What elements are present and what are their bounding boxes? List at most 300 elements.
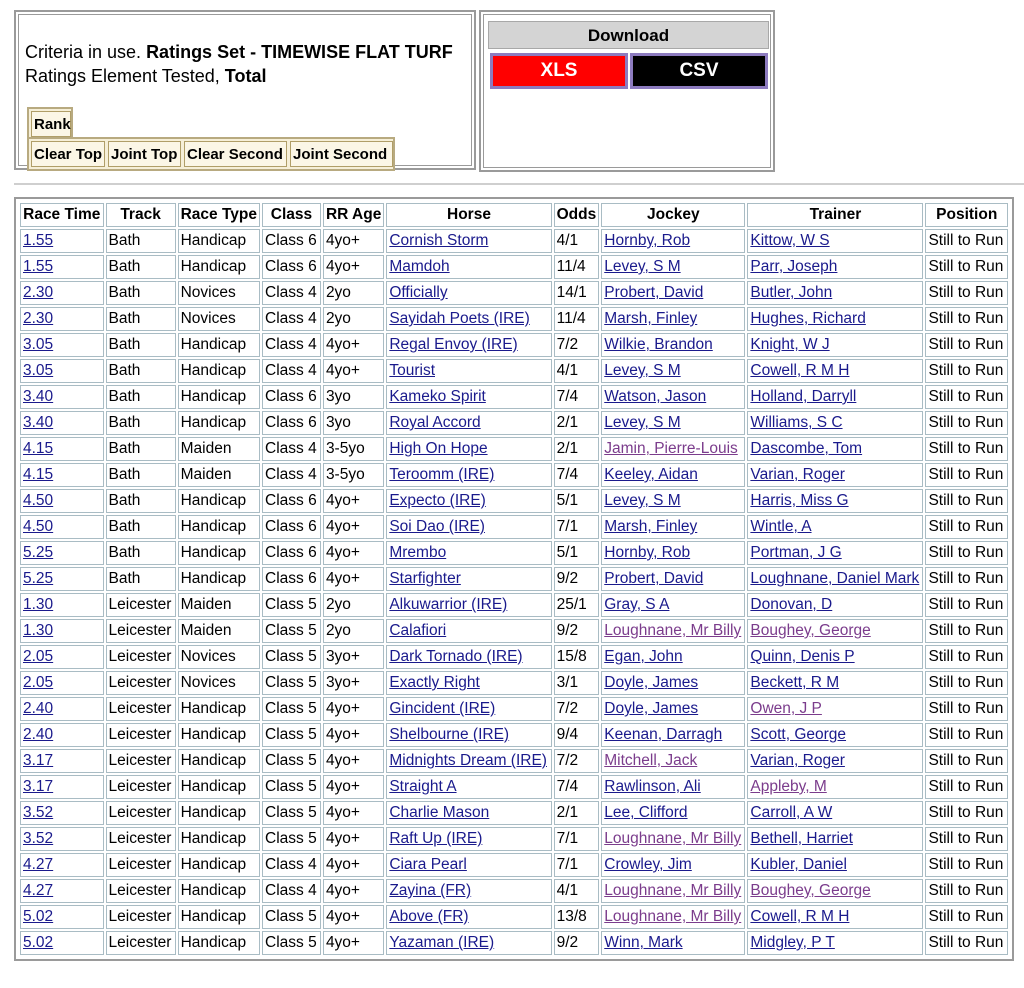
jockey-link[interactable]: Marsh, Finley [604,310,698,327]
jockey-link[interactable]: Rawlinson, Ali [604,778,701,795]
trainer-link[interactable]: Butler, John [750,284,833,301]
class-cell: Class 5 [262,697,321,721]
position-cell: Still to Run [925,749,1008,773]
race-time-link[interactable]: 4.50 [23,518,54,535]
rr-age-cell: 2yo [323,593,384,617]
trainer-cell [747,619,923,643]
trainer-link[interactable]: Dascombe, Tom [750,440,863,457]
jockey-cell [601,307,745,331]
position-cell: Still to Run [925,411,1008,435]
trainer-cell [747,723,923,747]
race-time-cell [20,281,104,305]
horse-link[interactable]: Exactly Right [389,674,480,691]
horse-cell [386,801,551,825]
race-time-cell [20,229,104,253]
trainer-cell [747,931,923,955]
jockey-link[interactable]: Watson, Jason [604,388,707,405]
position-cell: Still to Run [925,905,1008,929]
table-row [20,645,1008,669]
race-time-link[interactable]: 5.25 [23,570,54,587]
horse-link[interactable]: Gincident (IRE) [389,700,496,717]
jockey-link[interactable]: Crowley, Jim [604,856,692,873]
trainer-cell [747,697,923,721]
horse-link[interactable]: High On Hope [389,440,488,457]
race-time-link[interactable]: 1.55 [23,258,54,275]
race-time-link[interactable]: 4.27 [23,882,54,899]
race-time-link[interactable]: 2.40 [23,726,54,743]
jockey-link[interactable]: Jamin, Pierre-Louis [604,440,738,457]
horse-link[interactable]: Calafiori [389,622,447,639]
clear-top-button[interactable]: Clear Top [31,141,105,167]
race-time-link[interactable]: 2.30 [23,310,54,327]
trainer-link[interactable]: Loughnane, Daniel Mark [750,570,920,587]
rr-age-cell: 4yo+ [323,775,384,799]
horse-link[interactable]: Teroomm (IRE) [389,466,495,483]
horse-cell [386,749,551,773]
jockey-cell [601,411,745,435]
race-time-cell [20,723,104,747]
race-time-link[interactable]: 1.30 [23,596,54,613]
race-type-cell: Handicap [178,879,260,903]
race-time-link[interactable]: 3.40 [23,414,54,431]
odds-cell: 13/8 [554,905,600,929]
position-cell: Still to Run [925,671,1008,695]
ratings-set-value: Ratings Set - TIMEWISE FLAT TURF [146,42,453,62]
jockey-link[interactable]: Hornby, Rob [604,544,691,561]
horse-cell [386,775,551,799]
race-time-link[interactable]: 3.17 [23,752,54,769]
table-row [20,307,1008,331]
horse-link[interactable]: Midnights Dream (IRE) [389,752,547,769]
rr-age-cell: 4yo+ [323,905,384,929]
jockey-link[interactable]: Probert, David [604,284,704,301]
trainer-link[interactable]: Varian, Roger [750,466,845,483]
track-cell: Leicester [106,801,176,825]
jockey-cell [601,645,745,669]
odds-cell: 11/4 [554,255,600,279]
class-cell: Class 4 [262,879,321,903]
section-divider [14,183,1024,185]
rr-age-cell: 3yo+ [323,671,384,695]
track-cell: Bath [106,333,176,357]
trainer-link[interactable]: Kubler, Daniel [750,856,847,873]
race-type-cell: Handicap [178,255,260,279]
element-prefix: Ratings Element Tested, [25,66,220,86]
race-time-cell [20,853,104,877]
rr-age-cell: 4yo+ [323,333,384,357]
horse-cell [386,541,551,565]
class-cell: Class 5 [262,827,321,851]
race-time-link[interactable]: 4.15 [23,466,54,483]
class-cell: Class 5 [262,645,321,669]
jockey-cell [601,775,745,799]
race-time-link[interactable]: 2.05 [23,648,54,665]
odds-cell: 5/1 [554,489,600,513]
trainer-cell [747,749,923,773]
trainer-cell [747,801,923,825]
rr-age-cell: 3yo [323,385,384,409]
rr-age-cell: 3-5yo [323,437,384,461]
horse-link[interactable]: Alkuwarrior (IRE) [389,596,508,613]
horse-link[interactable]: Raft Up (IRE) [389,830,483,847]
rr-age-cell: 3yo [323,411,384,435]
horse-link[interactable]: Soi Dao (IRE) [389,518,485,535]
position-cell: Still to Run [925,567,1008,591]
csv-download-button[interactable]: CSV [630,53,768,89]
race-time-cell [20,775,104,799]
horse-link[interactable]: Above (FR) [389,908,469,925]
race-time-cell [20,489,104,513]
race-time-cell [20,567,104,591]
position-cell: Still to Run [925,775,1008,799]
race-time-link[interactable]: 5.25 [23,544,54,561]
class-cell: Class 5 [262,671,321,695]
horse-cell [386,359,551,383]
jockey-link[interactable]: Levey, S M [604,258,681,275]
rr-age-cell: 4yo+ [323,255,384,279]
jockey-cell [601,255,745,279]
class-cell: Class 5 [262,905,321,929]
trainer-cell [747,489,923,513]
position-cell: Still to Run [925,931,1008,955]
header-odds: Odds [554,203,600,227]
jockey-cell [601,827,745,851]
trainer-cell [747,463,923,487]
trainer-link[interactable]: Boughey, George [750,622,871,639]
table-row [20,281,1008,305]
odds-cell: 7/4 [554,775,600,799]
trainer-link[interactable]: Midgley, P T [750,934,835,951]
horse-cell [386,229,551,253]
odds-cell: 7/1 [554,827,600,851]
race-time-cell [20,879,104,903]
race-time-cell [20,827,104,851]
track-cell: Bath [106,515,176,539]
race-time-cell [20,619,104,643]
class-cell: Class 5 [262,723,321,747]
race-type-cell: Maiden [178,463,260,487]
race-time-link[interactable]: 4.50 [23,492,54,509]
race-time-cell [20,359,104,383]
criteria-panel [14,10,476,170]
race-time-cell [20,593,104,617]
trainer-link[interactable]: Kittow, W S [750,232,830,249]
table-row [20,879,1008,903]
table-row [20,619,1008,643]
table-row [20,515,1008,539]
trainer-link[interactable]: Cowell, R M H [750,908,850,925]
race-time-link[interactable]: 5.02 [23,934,54,951]
jockey-cell [601,489,745,513]
jockey-link[interactable]: Loughnane, Mr Billy [604,882,742,899]
class-cell: Class 6 [262,255,321,279]
trainer-link[interactable]: Donovan, D [750,596,833,613]
horse-link[interactable]: Sayidah Poets (IRE) [389,310,530,327]
jockey-link[interactable]: Levey, S M [604,362,681,379]
clear-second-button[interactable]: Clear Second [184,141,287,167]
race-time-link[interactable]: 3.05 [23,336,54,353]
position-cell: Still to Run [925,853,1008,877]
class-cell: Class 6 [262,385,321,409]
class-cell: Class 4 [262,359,321,383]
odds-cell: 11/4 [554,307,600,331]
trainer-link[interactable]: Beckett, R M [750,674,840,691]
xls-download-button[interactable]: XLS [490,53,628,89]
position-cell: Still to Run [925,801,1008,825]
odds-cell: 9/4 [554,723,600,747]
race-time-link[interactable]: 1.30 [23,622,54,639]
trainer-cell [747,775,923,799]
results-table [18,201,1010,957]
rank-button-group [27,107,73,141]
trainer-link[interactable]: Wintle, A [750,518,812,535]
table-row [20,385,1008,409]
jockey-cell [601,515,745,539]
class-cell: Class 4 [262,853,321,877]
horse-link[interactable]: Ciara Pearl [389,856,467,873]
trainer-link[interactable]: Hughes, Richard [750,310,866,327]
trainer-cell [747,359,923,383]
race-type-cell: Handicap [178,411,260,435]
class-cell: Class 6 [262,541,321,565]
horse-cell [386,853,551,877]
trainer-link[interactable]: Holland, Darryll [750,388,857,405]
jockey-link[interactable]: Marsh, Finley [604,518,698,535]
race-time-cell [20,905,104,929]
position-cell: Still to Run [925,489,1008,513]
header-jockey: Jockey [601,203,745,227]
header-position: Position [925,203,1008,227]
race-time-cell [20,333,104,357]
position-cell: Still to Run [925,255,1008,279]
trainer-link[interactable]: Carroll, A W [750,804,833,821]
race-time-link[interactable]: 3.52 [23,804,54,821]
trainer-cell [747,385,923,409]
odds-cell: 4/1 [554,879,600,903]
track-cell: Leicester [106,775,176,799]
trainer-cell [747,437,923,461]
table-row [20,229,1008,253]
odds-cell: 7/4 [554,463,600,487]
race-time-link[interactable]: 4.15 [23,440,54,457]
trainer-link[interactable]: Scott, George [750,726,847,743]
trainer-cell [747,411,923,435]
trainer-link[interactable]: Appleby, M [750,778,827,795]
horse-link[interactable]: Dark Tornado (IRE) [389,648,523,665]
table-row [20,853,1008,877]
horse-link[interactable]: Royal Accord [389,414,481,431]
trainer-link[interactable]: Quinn, Denis P [750,648,855,665]
rr-age-cell: 4yo+ [323,541,384,565]
table-row [20,437,1008,461]
horse-link[interactable]: Starfighter [389,570,461,587]
jockey-link[interactable]: Winn, Mark [604,934,683,951]
position-cell: Still to Run [925,879,1008,903]
rr-age-cell: 4yo+ [323,489,384,513]
track-cell: Leicester [106,931,176,955]
horse-cell [386,515,551,539]
trainer-link[interactable]: Varian, Roger [750,752,845,769]
odds-cell: 7/2 [554,333,600,357]
trainer-link[interactable]: Parr, Joseph [750,258,838,275]
position-cell: Still to Run [925,541,1008,565]
track-cell: Leicester [106,905,176,929]
trainer-link[interactable]: Bethell, Harriet [750,830,853,847]
header-race-type: Race Type [178,203,260,227]
jockey-link[interactable]: Loughnane, Mr Billy [604,908,742,925]
jockey-link[interactable]: Gray, S A [604,596,670,613]
trainer-link[interactable]: Owen, J P [750,700,822,717]
trainer-cell [747,567,923,591]
horse-link[interactable]: Officially [389,284,448,301]
horse-cell [386,645,551,669]
rr-age-cell: 3-5yo [323,463,384,487]
class-cell: Class 5 [262,801,321,825]
race-time-link[interactable]: 3.52 [23,830,54,847]
track-cell: Leicester [106,671,176,695]
horse-cell [386,697,551,721]
race-time-link[interactable]: 2.40 [23,700,54,717]
race-time-cell [20,697,104,721]
horse-cell [386,463,551,487]
rr-age-cell: 4yo+ [323,697,384,721]
horse-link[interactable]: Cornish Storm [389,232,489,249]
results-body [20,229,1008,955]
rr-age-cell: 4yo+ [323,827,384,851]
horse-link[interactable]: Charlie Mason [389,804,490,821]
table-row [20,697,1008,721]
race-time-link[interactable]: 3.40 [23,388,54,405]
header-rr-age: RR Age [323,203,384,227]
trainer-link[interactable]: Knight, W J [750,336,830,353]
race-time-link[interactable]: 3.05 [23,362,54,379]
jockey-link[interactable]: Doyle, James [604,674,699,691]
horse-cell [386,437,551,461]
position-cell: Still to Run [925,333,1008,357]
race-time-link[interactable]: 4.27 [23,856,54,873]
jockey-link[interactable]: Doyle, James [604,700,699,717]
horse-link[interactable]: Mamdoh [389,258,450,275]
trainer-link[interactable]: Cowell, R M H [750,362,850,379]
horse-link[interactable]: Shelbourne (IRE) [389,726,510,743]
jockey-link[interactable]: Lee, Clifford [604,804,688,821]
position-cell: Still to Run [925,697,1008,721]
horse-link[interactable]: Zayina (FR) [389,882,472,899]
trainer-link[interactable]: Williams, S C [750,414,843,431]
horse-cell [386,333,551,357]
trainer-link[interactable]: Portman, J G [750,544,842,561]
jockey-link[interactable]: Keeley, Aidan [604,466,698,483]
rr-age-cell: 4yo+ [323,749,384,773]
class-cell: Class 4 [262,437,321,461]
jockey-link[interactable]: Mitchell, Jack [604,752,698,769]
table-row [20,671,1008,695]
joint-top-button[interactable]: Joint Top [108,141,181,167]
horse-link[interactable]: Expecto (IRE) [389,492,486,509]
element-value: Total [224,66,267,86]
race-type-cell: Handicap [178,333,260,357]
race-type-cell: Handicap [178,567,260,591]
odds-cell: 5/1 [554,541,600,565]
race-type-cell: Handicap [178,905,260,929]
class-cell: Class 4 [262,463,321,487]
results-table-container [14,197,1014,961]
odds-cell: 4/1 [554,229,600,253]
race-time-cell [20,307,104,331]
horse-link[interactable]: Straight A [389,778,457,795]
odds-cell: 3/1 [554,671,600,695]
trainer-link[interactable]: Boughey, George [750,882,871,899]
horse-link[interactable]: Mrembo [389,544,447,561]
horse-link[interactable]: Regal Envoy (IRE) [389,336,518,353]
track-cell: Bath [106,489,176,513]
table-row [20,411,1008,435]
jockey-link[interactable]: Wilkie, Brandon [604,336,713,353]
trainer-cell [747,255,923,279]
odds-cell: 7/1 [554,515,600,539]
position-cell: Still to Run [925,359,1008,383]
trainer-link[interactable]: Harris, Miss G [750,492,849,509]
class-cell: Class 5 [262,749,321,773]
header-race-time: Race Time [20,203,104,227]
jockey-link[interactable]: Hornby, Rob [604,232,691,249]
race-time-link[interactable]: 1.55 [23,232,54,249]
jockey-cell [601,723,745,747]
jockey-cell [601,671,745,695]
horse-link[interactable]: Tourist [389,362,435,379]
jockey-link[interactable]: Loughnane, Mr Billy [604,622,742,639]
race-type-cell: Handicap [178,827,260,851]
table-row [20,905,1008,929]
table-header-row [20,203,1008,227]
jockey-link[interactable]: Levey, S M [604,492,681,509]
horse-link[interactable]: Kameko Spirit [389,388,486,405]
race-type-cell: Handicap [178,541,260,565]
race-type-cell: Novices [178,671,260,695]
track-cell: Leicester [106,749,176,773]
rr-age-cell: 2yo [323,281,384,305]
horse-link[interactable]: Yazaman (IRE) [389,934,495,951]
criteria-prefix: Criteria in use. [25,42,142,62]
race-time-link[interactable]: 3.17 [23,778,54,795]
jockey-link[interactable]: Keenan, Darragh [604,726,723,743]
race-time-link[interactable]: 2.05 [23,674,54,691]
joint-second-button[interactable]: Joint Second [290,141,393,167]
rr-age-cell: 3yo+ [323,645,384,669]
race-type-cell: Handicap [178,359,260,383]
position-cell: Still to Run [925,385,1008,409]
race-type-cell: Maiden [178,593,260,617]
race-time-cell [20,437,104,461]
rr-age-cell: 4yo+ [323,931,384,955]
jockey-link[interactable]: Egan, John [604,648,683,665]
class-cell: Class 6 [262,229,321,253]
jockey-link[interactable]: Levey, S M [604,414,681,431]
horse-cell [386,905,551,929]
track-cell: Bath [106,385,176,409]
race-time-link[interactable]: 5.02 [23,908,54,925]
jockey-link[interactable]: Loughnane, Mr Billy [604,830,742,847]
rank-button[interactable]: Rank [31,111,71,137]
trainer-cell [747,307,923,331]
table-row [20,749,1008,773]
position-cell: Still to Run [925,645,1008,669]
jockey-link[interactable]: Probert, David [604,570,704,587]
position-cell: Still to Run [925,463,1008,487]
table-row [20,567,1008,591]
race-time-link[interactable]: 2.30 [23,284,54,301]
race-time-cell [20,541,104,565]
